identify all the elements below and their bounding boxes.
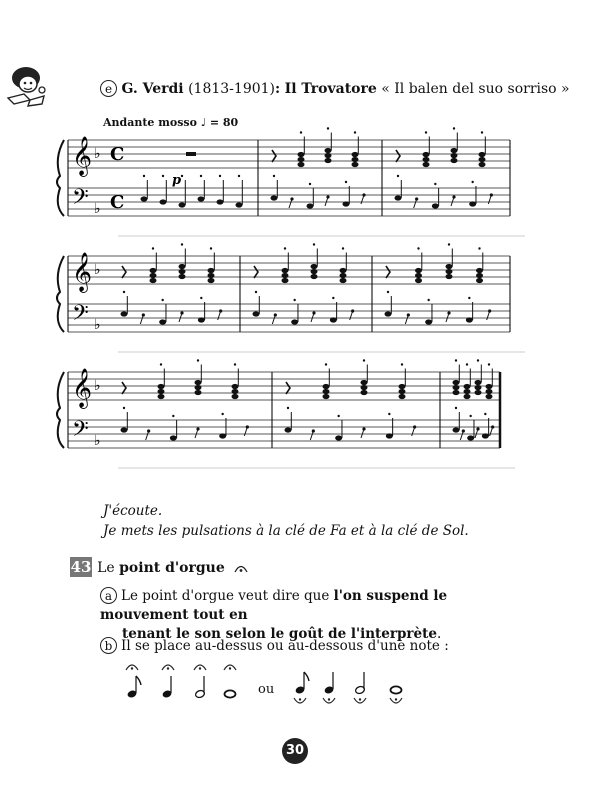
bass-note	[291, 319, 298, 324]
treble-chord-note	[150, 273, 157, 278]
treble-chord-note	[311, 274, 318, 279]
fermata-above-eighth	[126, 665, 141, 699]
item-a-text-1: Le point d'orgue veut dire que	[121, 588, 334, 604]
eighth-rest-stem	[451, 197, 454, 206]
treble-chord-note	[446, 264, 453, 269]
eighth-rest-stem	[218, 311, 221, 320]
treble-chord-note	[150, 278, 157, 283]
staccato-dot	[337, 415, 339, 417]
staccato-dot	[219, 175, 221, 177]
treble-chord-note	[476, 278, 483, 283]
treble-clef: 𝄞	[72, 136, 93, 176]
flat-sign: ♭	[94, 378, 101, 394]
treble-chord-note	[486, 394, 493, 399]
staccato-dot	[468, 297, 470, 299]
treble-chord-note	[399, 394, 406, 399]
treble-chord-note	[298, 157, 305, 162]
staccato-dot	[123, 407, 125, 409]
section-header	[70, 557, 248, 577]
treble-chord-note	[323, 394, 330, 399]
tempo-value: = 80	[209, 116, 239, 129]
treble-chord-note	[446, 274, 453, 279]
treble-chord-note	[179, 274, 186, 279]
flat-sign: ♭	[94, 317, 101, 333]
staccato-dot	[325, 363, 327, 365]
quarter-rest	[254, 266, 258, 278]
staccato-dot	[210, 247, 212, 249]
treble-chord-note	[479, 157, 486, 162]
staccato-dot	[425, 131, 427, 133]
eighth-rest-stem	[289, 199, 292, 208]
bass-note	[141, 196, 148, 201]
item-a-bold-2: tenant le son selon le goût de l'interprète	[122, 626, 437, 642]
bass-note	[466, 317, 473, 322]
fermata-below-eighth	[294, 672, 309, 703]
fermata-above-quarter	[162, 665, 174, 699]
treble-chord-note	[475, 390, 482, 395]
treble-chord-note	[158, 389, 165, 394]
bass-note	[395, 195, 402, 200]
bass-clef: 𝄢	[72, 417, 89, 447]
staccato-dot	[427, 299, 429, 301]
staccato-dot	[345, 181, 347, 183]
treble-chord-note	[195, 390, 202, 395]
item-letter-a: a	[100, 587, 117, 604]
staccato-dot	[284, 247, 286, 249]
or-word: ou	[258, 682, 275, 697]
bass-note	[432, 203, 439, 208]
staccato-dot	[287, 407, 289, 409]
treble-chord-note	[399, 384, 406, 389]
bass-note	[121, 427, 128, 432]
item-b-text: Il se place au-dessus ou au-dessous d'une note :	[121, 638, 449, 654]
treble-chord-note	[158, 384, 165, 389]
eighth-rest-stem	[361, 195, 364, 204]
quarter-rest	[122, 382, 126, 394]
eighth-rest-stem	[195, 429, 198, 438]
staccato-dot	[388, 413, 390, 415]
staccato-dot	[455, 407, 457, 409]
bass-note	[285, 427, 292, 432]
treble-chord-note	[325, 153, 332, 158]
staccato-dot	[478, 247, 480, 249]
staccato-dot	[417, 247, 419, 249]
treble-chord-note	[415, 268, 422, 273]
flat-sign: ♭	[94, 433, 101, 449]
eighth-rest-stem	[412, 427, 415, 436]
staccato-dot	[363, 359, 365, 361]
treble-chord-note	[464, 394, 471, 399]
flat-sign: ♭	[94, 201, 101, 217]
composer-dates: (1813-1901)	[188, 81, 276, 97]
staccato-dot	[234, 363, 236, 365]
bass-note	[217, 199, 224, 204]
item-b	[100, 637, 449, 656]
treble-chord-note	[361, 390, 368, 395]
item-a-bold-1: l'on suspend le mouvement tout en	[100, 588, 448, 623]
staccato-dot	[471, 181, 473, 183]
staccato-dot	[200, 175, 202, 177]
bass-note	[253, 311, 260, 316]
eighth-rest-stem	[488, 195, 491, 204]
fermata-below-half	[354, 672, 366, 703]
treble-chord-note	[464, 389, 471, 394]
treble-chord-note	[298, 162, 305, 167]
fermata-above-half	[194, 665, 206, 699]
bass-note	[453, 427, 460, 432]
treble-chord-note	[311, 269, 318, 274]
eighth-rest-stem	[361, 429, 364, 438]
bass-note	[198, 317, 205, 322]
eighth-rest-stem	[446, 313, 449, 322]
staccato-dot	[488, 363, 490, 365]
bass-clef: 𝄢	[72, 185, 89, 215]
treble-chord-note	[451, 153, 458, 158]
aria-title: « Il balen del suo sorriso »	[381, 81, 570, 97]
treble-chord-note	[361, 385, 368, 390]
bass-note	[271, 195, 278, 200]
treble-chord-note	[311, 264, 318, 269]
bass-clef: 𝄢	[72, 301, 89, 331]
staccato-dot	[309, 183, 311, 185]
quarter-rest	[286, 382, 290, 394]
title-separator: :	[275, 81, 281, 97]
treble-chord-note	[340, 268, 347, 273]
eighth-rest-stem	[311, 313, 314, 322]
bass-note	[482, 433, 489, 438]
eighth-rest-stem	[487, 311, 490, 320]
treble-chord-note	[352, 162, 359, 167]
bass-note	[330, 317, 337, 322]
staccato-dot	[481, 131, 483, 133]
staccato-dot	[448, 243, 450, 245]
treble-chord-note	[476, 268, 483, 273]
bass-note	[307, 203, 314, 208]
staccato-dot	[200, 297, 202, 299]
treble-chord-note	[282, 273, 289, 278]
section-title	[97, 560, 225, 576]
treble-chord-note	[415, 273, 422, 278]
staccato-dot	[397, 175, 399, 177]
item-a	[100, 587, 520, 644]
tempo-text: Andante mosso	[103, 116, 197, 129]
staccato-dot	[172, 415, 174, 417]
eighth-rest-stem	[414, 199, 417, 208]
treble-chord-note	[195, 380, 202, 385]
treble-chord-note	[423, 152, 430, 157]
quarter-rest	[396, 150, 400, 162]
instruction-listen: J'écoute.	[103, 503, 163, 519]
treble-chord-note	[323, 384, 330, 389]
staccato-dot	[300, 131, 302, 133]
fermata-below-quarter	[323, 672, 335, 703]
treble-chord-note	[325, 148, 332, 153]
bass-note	[170, 435, 177, 440]
treble-chord-note	[423, 157, 430, 162]
bass-note	[179, 202, 186, 207]
dynamic-marking: p	[172, 173, 182, 188]
treble-clef: 𝄞	[72, 252, 93, 292]
treble-chord-note	[179, 269, 186, 274]
staccato-dot	[455, 359, 457, 361]
section-title-bold: point d'orgue	[119, 560, 225, 576]
treble-chord-note	[298, 152, 305, 157]
eighth-rest-stem	[179, 313, 182, 322]
staccato-dot	[273, 175, 275, 177]
treble-chord-note	[486, 384, 493, 389]
section-number: 43	[70, 558, 92, 576]
staccato-dot	[484, 413, 486, 415]
bass-note	[236, 202, 243, 207]
treble-chord-note	[415, 278, 422, 283]
treble-chord-note	[232, 384, 239, 389]
staccato-dot	[197, 359, 199, 361]
bass-note	[425, 319, 432, 324]
fermata-icon	[234, 563, 248, 573]
treble-chord-note	[282, 278, 289, 283]
eighth-rest-stem	[350, 311, 353, 320]
staccato-dot	[342, 247, 344, 249]
eighth-rest-stem	[244, 427, 247, 436]
flat-sign: ♭	[94, 146, 101, 162]
treble-chord-note	[453, 390, 460, 395]
staccato-dot	[255, 291, 257, 293]
treble-chord-note	[476, 273, 483, 278]
bass-note	[335, 435, 342, 440]
bass-note	[469, 201, 476, 206]
staccato-dot	[143, 175, 145, 177]
staccato-dot	[469, 415, 471, 417]
staccato-dot	[123, 291, 125, 293]
quarter-rest	[386, 266, 390, 278]
eighth-rest-stem	[490, 427, 493, 436]
bass-note	[219, 433, 226, 438]
page-number: 30	[282, 738, 308, 764]
quarter-rest	[122, 266, 126, 278]
staccato-dot	[466, 363, 468, 365]
treble-chord-note	[208, 273, 215, 278]
staccato-dot	[161, 299, 163, 301]
staccato-dot	[238, 175, 240, 177]
eighth-rest-stem	[325, 197, 328, 206]
eighth-rest-stem	[460, 431, 463, 440]
staccato-dot	[327, 127, 329, 129]
treble-chord-note	[479, 152, 486, 157]
treble-chord-note	[399, 389, 406, 394]
bass-note	[343, 201, 350, 206]
treble-chord-note	[451, 158, 458, 163]
item-letter-e: e	[100, 80, 117, 97]
treble-chord-note	[150, 268, 157, 273]
treble-chord-note	[282, 268, 289, 273]
item-letter-b: b	[100, 637, 117, 654]
eighth-rest-stem	[272, 315, 275, 324]
bass-note	[467, 435, 474, 440]
opera-title: Il Trovatore	[284, 81, 377, 97]
treble-chord-note	[475, 385, 482, 390]
staccato-dot	[293, 299, 295, 301]
bass-note	[121, 311, 128, 316]
treble-chord-note	[446, 269, 453, 274]
staccato-dot	[221, 413, 223, 415]
staccato-dot	[181, 243, 183, 245]
staccato-dot	[434, 183, 436, 185]
composer-name: G. Verdi	[121, 81, 184, 97]
eighth-rest-stem	[146, 431, 149, 440]
eighth-rest-stem	[140, 315, 143, 324]
eighth-rest-stem	[475, 429, 478, 438]
treble-chord-note	[323, 389, 330, 394]
treble-chord-note	[232, 389, 239, 394]
brace	[57, 256, 64, 332]
treble-chord-note	[453, 380, 460, 385]
treble-chord-note	[208, 278, 215, 283]
treble-chord-note	[325, 158, 332, 163]
staccato-dot	[332, 297, 334, 299]
treble-chord-note	[475, 380, 482, 385]
treble-chord-note	[340, 278, 347, 283]
treble-chord-note	[464, 384, 471, 389]
bass-note	[385, 311, 392, 316]
staccato-dot	[160, 363, 162, 365]
eighth-rest-stem	[310, 431, 313, 440]
treble-clef: 𝄞	[72, 368, 93, 408]
time-signature: C	[110, 192, 125, 213]
brace	[57, 140, 64, 216]
quarter-rest	[272, 150, 276, 162]
instruction-pulse: Je mets les pulsations à la clé de Fa et à la clé de Sol.	[103, 523, 469, 539]
treble-chord-note	[352, 157, 359, 162]
treble-chord-note	[486, 389, 493, 394]
staccato-dot	[162, 175, 164, 177]
staccato-dot	[453, 127, 455, 129]
staccato-dot	[354, 131, 356, 133]
fermata-above-whole	[224, 665, 236, 698]
treble-chord-note	[195, 385, 202, 390]
treble-chord-note	[232, 394, 239, 399]
staccato-dot	[387, 291, 389, 293]
staccato-dot	[152, 247, 154, 249]
staccato-dot	[477, 359, 479, 361]
treble-chord-note	[352, 152, 359, 157]
bass-note	[386, 433, 393, 438]
item-a-text-2: .	[436, 626, 442, 642]
bass-note	[159, 319, 166, 324]
treble-chord-note	[179, 264, 186, 269]
treble-chord-note	[479, 162, 486, 167]
time-signature: C	[110, 144, 125, 165]
staccato-dot	[401, 363, 403, 365]
brace	[57, 372, 64, 448]
quarter-note-icon: ♩	[200, 116, 207, 129]
treble-chord-note	[208, 268, 215, 273]
treble-chord-note	[453, 385, 460, 390]
treble-chord-note	[423, 162, 430, 167]
bass-note	[160, 199, 167, 204]
staccato-dot	[181, 175, 183, 177]
staccato-dot	[313, 243, 315, 245]
treble-chord-note	[340, 273, 347, 278]
fermata-below-whole	[390, 686, 402, 703]
flat-sign: ♭	[94, 262, 101, 278]
eighth-rest-stem	[405, 315, 408, 324]
section-title-prefix: Le	[97, 560, 120, 576]
treble-chord-note	[158, 394, 165, 399]
whole-rest	[186, 152, 196, 156]
treble-chord-note	[361, 380, 368, 385]
bass-note	[198, 196, 205, 201]
treble-chord-note	[451, 148, 458, 153]
